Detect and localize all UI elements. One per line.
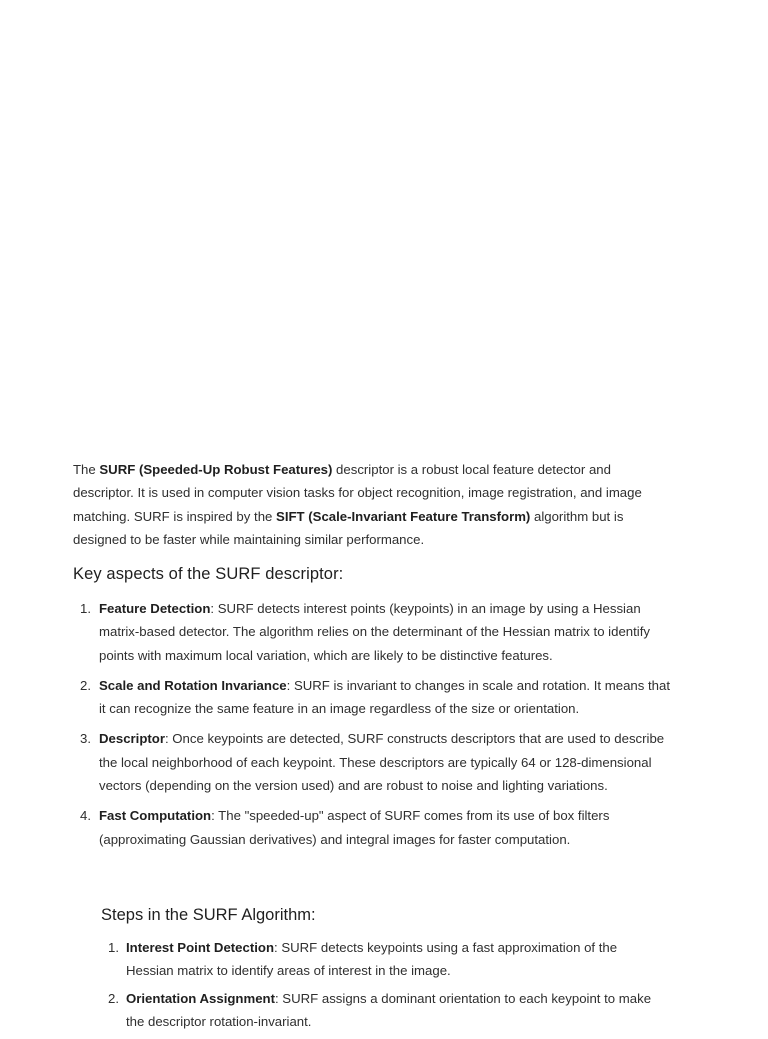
intro-text-3: algorithm but is designed to be faster while maintaining similar performance.	[73, 508, 624, 547]
list-item	[101, 988, 661, 1033]
item-text: : The "speeded-up" aspect of SURF comes from its use of box filters (approximating Gaussian derivatives) and integral images for faster computation.	[99, 808, 610, 847]
item-title: Orientation Assignment	[126, 991, 275, 1006]
list-item	[73, 727, 673, 797]
intro-text-2: descriptor is a robust local feature detector and descriptor. It is used in computer vision tasks for object recognition, image registration, and image matching. SURF is inspired by the	[73, 462, 642, 524]
item-title: Fast Computation	[99, 808, 212, 824]
item-text: : Once keypoints are detected, SURF constructs descriptors that are used to describe the local neighborhood of each keypoint. These descriptors are typically 64 or 128-dimensional vectors (depending on the version used) and are robust to noise and lighting variations.	[99, 731, 665, 794]
item-title: Interest Point Detection	[126, 940, 275, 955]
item-text: : SURF detects keypoints using a fast approximation of the Hessian matrix to identify areas of interest in the image.	[126, 940, 618, 978]
intro-text-1: The	[73, 462, 100, 477]
item-number: 2.	[80, 677, 91, 693]
item-title: Scale and Rotation Invariance	[99, 677, 287, 693]
item-number: 1.	[108, 940, 119, 955]
item-number: 4.	[80, 808, 91, 824]
item-text: : SURF assigns a dominant orientation to each keypoint to make the descriptor rotation-invariant.	[126, 991, 652, 1029]
key-aspects-list	[73, 597, 673, 858]
list-item	[73, 804, 673, 851]
item-text: : SURF detects interest points (keypoints) in an image by using a Hessian matrix-based detector. The algorithm relies on the determinant of the Hessian matrix to identify points with maximum local variation, which are likely to be distinctive features.	[99, 601, 650, 663]
item-number: 2.	[108, 991, 119, 1006]
key-aspects-heading: Key aspects of the SURF descriptor:	[73, 565, 344, 583]
intro-paragraph	[73, 458, 673, 551]
list-item	[73, 597, 673, 667]
list-item	[73, 674, 673, 721]
intro-bold-surf: SURF (Speeded-Up Robust Features)	[99, 462, 333, 477]
item-title: Feature Detection	[99, 601, 211, 616]
intro-bold-sift: SIFT (Scale-Invariant Feature Transform)	[276, 508, 531, 524]
steps-heading: Steps in the SURF Algorithm:	[101, 906, 316, 924]
item-number: 3.	[80, 731, 91, 747]
item-number: 1.	[80, 601, 91, 616]
list-item	[101, 937, 661, 982]
item-text: : SURF is invariant to changes in scale and rotation. It means that it can recognize the same feature in an image regardless of the size or orientation.	[99, 677, 670, 717]
item-title: Descriptor	[99, 731, 165, 747]
